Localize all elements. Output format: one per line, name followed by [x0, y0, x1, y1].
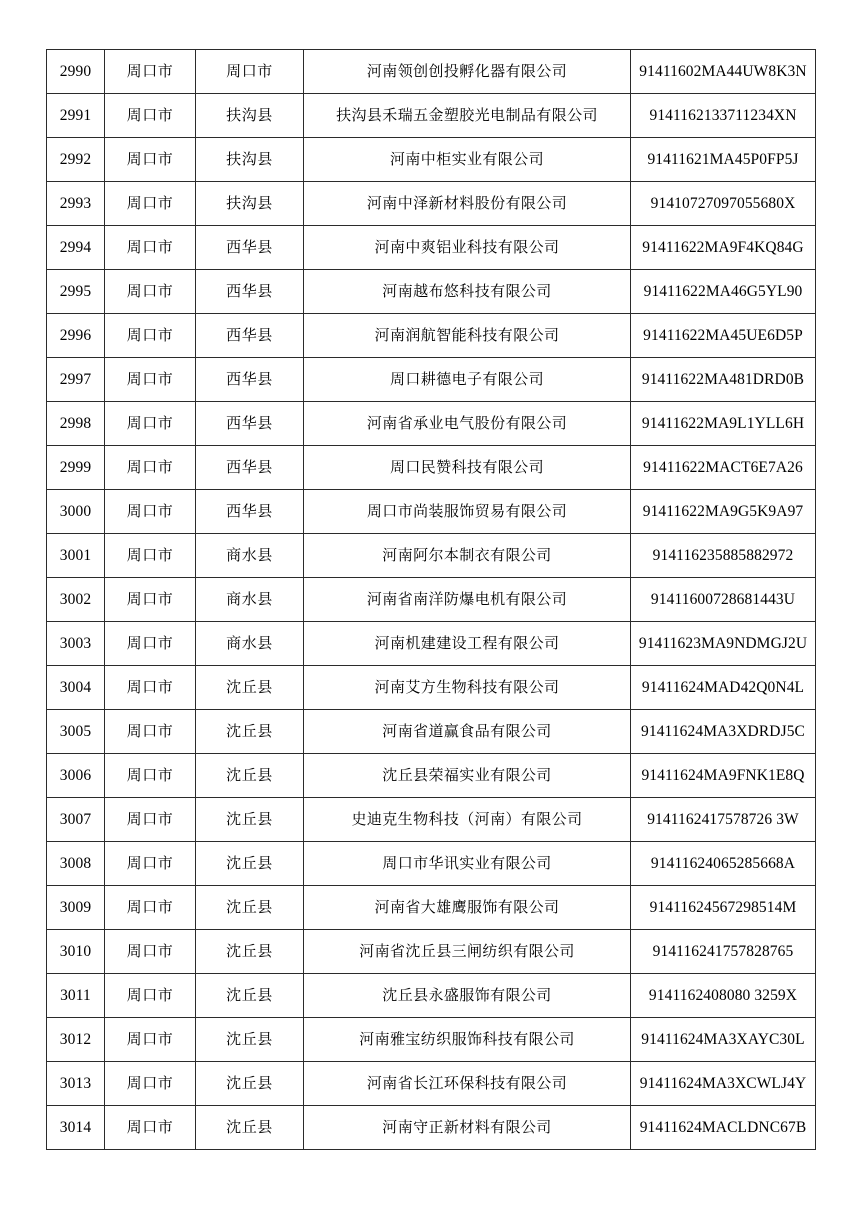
cell-enterprise-name: 周口民赞科技有限公司 — [304, 446, 631, 490]
cell-enterprise-name: 河南中柜实业有限公司 — [304, 138, 631, 182]
cell-sequence: 2999 — [47, 446, 105, 490]
cell-enterprise-name: 河南雅宝纺织服饰科技有限公司 — [304, 1018, 631, 1062]
cell-city: 周口市 — [105, 358, 196, 402]
cell-sequence: 2995 — [47, 270, 105, 314]
cell-sequence: 3007 — [47, 798, 105, 842]
cell-sequence: 3001 — [47, 534, 105, 578]
table-row — [47, 270, 816, 314]
cell-county: 西华县 — [196, 226, 304, 270]
cell-credit-code: 91411624MA3XAYC30L — [631, 1018, 816, 1062]
cell-sequence: 3013 — [47, 1062, 105, 1106]
cell-city: 周口市 — [105, 1106, 196, 1150]
cell-credit-code: 9141162417578726 3W — [631, 798, 816, 842]
cell-city: 周口市 — [105, 1062, 196, 1106]
cell-city: 周口市 — [105, 798, 196, 842]
cell-enterprise-name: 河南越布悠科技有限公司 — [304, 270, 631, 314]
cell-county: 商水县 — [196, 578, 304, 622]
cell-sequence: 3012 — [47, 1018, 105, 1062]
table-row — [47, 534, 816, 578]
cell-sequence: 3006 — [47, 754, 105, 798]
cell-city: 周口市 — [105, 842, 196, 886]
cell-sequence: 3009 — [47, 886, 105, 930]
cell-city: 周口市 — [105, 534, 196, 578]
table-row — [47, 490, 816, 534]
cell-credit-code: 91411624MA9FNK1E8Q — [631, 754, 816, 798]
table-row — [47, 1062, 816, 1106]
cell-county: 扶沟县 — [196, 138, 304, 182]
table-row — [47, 930, 816, 974]
cell-credit-code: 91411600728681443U — [631, 578, 816, 622]
cell-credit-code: 91411621MA45P0FP5J — [631, 138, 816, 182]
cell-county: 西华县 — [196, 446, 304, 490]
cell-county: 沈丘县 — [196, 930, 304, 974]
cell-county: 商水县 — [196, 534, 304, 578]
table-row — [47, 50, 816, 94]
cell-enterprise-name: 史迪克生物科技（河南）有限公司 — [304, 798, 631, 842]
cell-enterprise-name: 周口耕德电子有限公司 — [304, 358, 631, 402]
table-container — [46, 49, 815, 1150]
cell-city: 周口市 — [105, 446, 196, 490]
cell-credit-code: 91411624MACLDNC67B — [631, 1106, 816, 1150]
cell-county: 沈丘县 — [196, 754, 304, 798]
cell-credit-code: 91411623MA9NDMGJ2U — [631, 622, 816, 666]
cell-credit-code: 91411622MA9G5K9A97 — [631, 490, 816, 534]
table-row — [47, 314, 816, 358]
cell-city: 周口市 — [105, 622, 196, 666]
cell-credit-code: 91411622MA481DRD0B — [631, 358, 816, 402]
table-row — [47, 94, 816, 138]
cell-city: 周口市 — [105, 402, 196, 446]
cell-enterprise-name: 河南阿尔本制衣有限公司 — [304, 534, 631, 578]
cell-city: 周口市 — [105, 930, 196, 974]
cell-enterprise-name: 河南守正新材料有限公司 — [304, 1106, 631, 1150]
cell-county: 沈丘县 — [196, 1018, 304, 1062]
cell-sequence: 2997 — [47, 358, 105, 402]
cell-enterprise-name: 河南中泽新材料股份有限公司 — [304, 182, 631, 226]
cell-credit-code: 91411624567298514M — [631, 886, 816, 930]
cell-county: 沈丘县 — [196, 842, 304, 886]
cell-credit-code: 91411622MA9L1YLL6H — [631, 402, 816, 446]
cell-enterprise-name: 河南省承业电气股份有限公司 — [304, 402, 631, 446]
table-row — [47, 138, 816, 182]
cell-sequence: 2996 — [47, 314, 105, 358]
cell-credit-code: 91411622MA9F4KQ84G — [631, 226, 816, 270]
cell-sequence: 3000 — [47, 490, 105, 534]
cell-county: 沈丘县 — [196, 1106, 304, 1150]
cell-credit-code: 91411622MA45UE6D5P — [631, 314, 816, 358]
cell-city: 周口市 — [105, 886, 196, 930]
table-body — [47, 50, 816, 1150]
cell-enterprise-name: 河南省道赢食品有限公司 — [304, 710, 631, 754]
cell-county: 沈丘县 — [196, 798, 304, 842]
table-row — [47, 798, 816, 842]
cell-city: 周口市 — [105, 1018, 196, 1062]
cell-city: 周口市 — [105, 270, 196, 314]
cell-county: 西华县 — [196, 314, 304, 358]
cell-city: 周口市 — [105, 226, 196, 270]
cell-city: 周口市 — [105, 578, 196, 622]
cell-sequence: 2993 — [47, 182, 105, 226]
cell-city: 周口市 — [105, 314, 196, 358]
cell-enterprise-name: 河南省大雄鹰服饰有限公司 — [304, 886, 631, 930]
cell-credit-code: 91411624MA3XCWLJ4Y — [631, 1062, 816, 1106]
cell-county: 沈丘县 — [196, 666, 304, 710]
table-row — [47, 578, 816, 622]
cell-sequence: 3011 — [47, 974, 105, 1018]
cell-enterprise-name: 河南润航智能科技有限公司 — [304, 314, 631, 358]
cell-enterprise-name: 沈丘县荣福实业有限公司 — [304, 754, 631, 798]
table-row — [47, 886, 816, 930]
cell-sequence: 3014 — [47, 1106, 105, 1150]
cell-credit-code: 91411622MACT6E7A26 — [631, 446, 816, 490]
cell-enterprise-name: 河南机建建设工程有限公司 — [304, 622, 631, 666]
cell-county: 扶沟县 — [196, 182, 304, 226]
cell-city: 周口市 — [105, 666, 196, 710]
cell-sequence: 2992 — [47, 138, 105, 182]
table-row — [47, 358, 816, 402]
enterprise-registry-table — [46, 49, 816, 1150]
table-row — [47, 974, 816, 1018]
cell-city: 周口市 — [105, 754, 196, 798]
table-row — [47, 622, 816, 666]
cell-county: 西华县 — [196, 490, 304, 534]
cell-county: 商水县 — [196, 622, 304, 666]
cell-city: 周口市 — [105, 138, 196, 182]
cell-county: 西华县 — [196, 402, 304, 446]
cell-sequence: 2994 — [47, 226, 105, 270]
cell-credit-code: 914116241757828765 — [631, 930, 816, 974]
cell-credit-code: 91411624MAD42Q0N4L — [631, 666, 816, 710]
cell-sequence: 2990 — [47, 50, 105, 94]
table-row — [47, 666, 816, 710]
cell-enterprise-name: 沈丘县永盛服饰有限公司 — [304, 974, 631, 1018]
cell-city: 周口市 — [105, 490, 196, 534]
cell-enterprise-name: 河南中爽铝业科技有限公司 — [304, 226, 631, 270]
cell-county: 沈丘县 — [196, 710, 304, 754]
cell-credit-code: 91411602MA44UW8K3N — [631, 50, 816, 94]
cell-enterprise-name: 周口市尚装服饰贸易有限公司 — [304, 490, 631, 534]
cell-sequence: 3008 — [47, 842, 105, 886]
table-row — [47, 1018, 816, 1062]
cell-county: 沈丘县 — [196, 1062, 304, 1106]
cell-county: 周口市 — [196, 50, 304, 94]
cell-enterprise-name: 河南艾方生物科技有限公司 — [304, 666, 631, 710]
cell-enterprise-name: 河南省沈丘县三闸纺织有限公司 — [304, 930, 631, 974]
table-row — [47, 842, 816, 886]
cell-sequence: 3005 — [47, 710, 105, 754]
cell-enterprise-name: 周口市华讯实业有限公司 — [304, 842, 631, 886]
table-row — [47, 446, 816, 490]
cell-credit-code: 914116235885882972 — [631, 534, 816, 578]
cell-sequence: 2991 — [47, 94, 105, 138]
cell-sequence: 3003 — [47, 622, 105, 666]
cell-city: 周口市 — [105, 50, 196, 94]
cell-credit-code: 91410727097055680X — [631, 182, 816, 226]
table-row — [47, 402, 816, 446]
cell-credit-code: 9141162133711234XN — [631, 94, 816, 138]
cell-sequence: 3004 — [47, 666, 105, 710]
cell-county: 西华县 — [196, 270, 304, 314]
cell-enterprise-name: 河南领创创投孵化器有限公司 — [304, 50, 631, 94]
table-row — [47, 182, 816, 226]
cell-credit-code: 91411624065285668A — [631, 842, 816, 886]
cell-city: 周口市 — [105, 94, 196, 138]
cell-enterprise-name: 扶沟县禾瑞五金塑胶光电制品有限公司 — [304, 94, 631, 138]
cell-credit-code: 91411624MA3XDRDJ5C — [631, 710, 816, 754]
table-row — [47, 710, 816, 754]
cell-city: 周口市 — [105, 974, 196, 1018]
cell-county: 扶沟县 — [196, 94, 304, 138]
table-row — [47, 754, 816, 798]
table-row — [47, 1106, 816, 1150]
cell-credit-code: 91411622MA46G5YL90 — [631, 270, 816, 314]
cell-county: 西华县 — [196, 358, 304, 402]
cell-sequence: 2998 — [47, 402, 105, 446]
cell-sequence: 3010 — [47, 930, 105, 974]
table-row — [47, 226, 816, 270]
cell-credit-code: 9141162408080 3259X — [631, 974, 816, 1018]
cell-city: 周口市 — [105, 182, 196, 226]
cell-sequence: 3002 — [47, 578, 105, 622]
cell-county: 沈丘县 — [196, 886, 304, 930]
cell-enterprise-name: 河南省南洋防爆电机有限公司 — [304, 578, 631, 622]
cell-county: 沈丘县 — [196, 974, 304, 1018]
cell-enterprise-name: 河南省长江环保科技有限公司 — [304, 1062, 631, 1106]
cell-city: 周口市 — [105, 710, 196, 754]
